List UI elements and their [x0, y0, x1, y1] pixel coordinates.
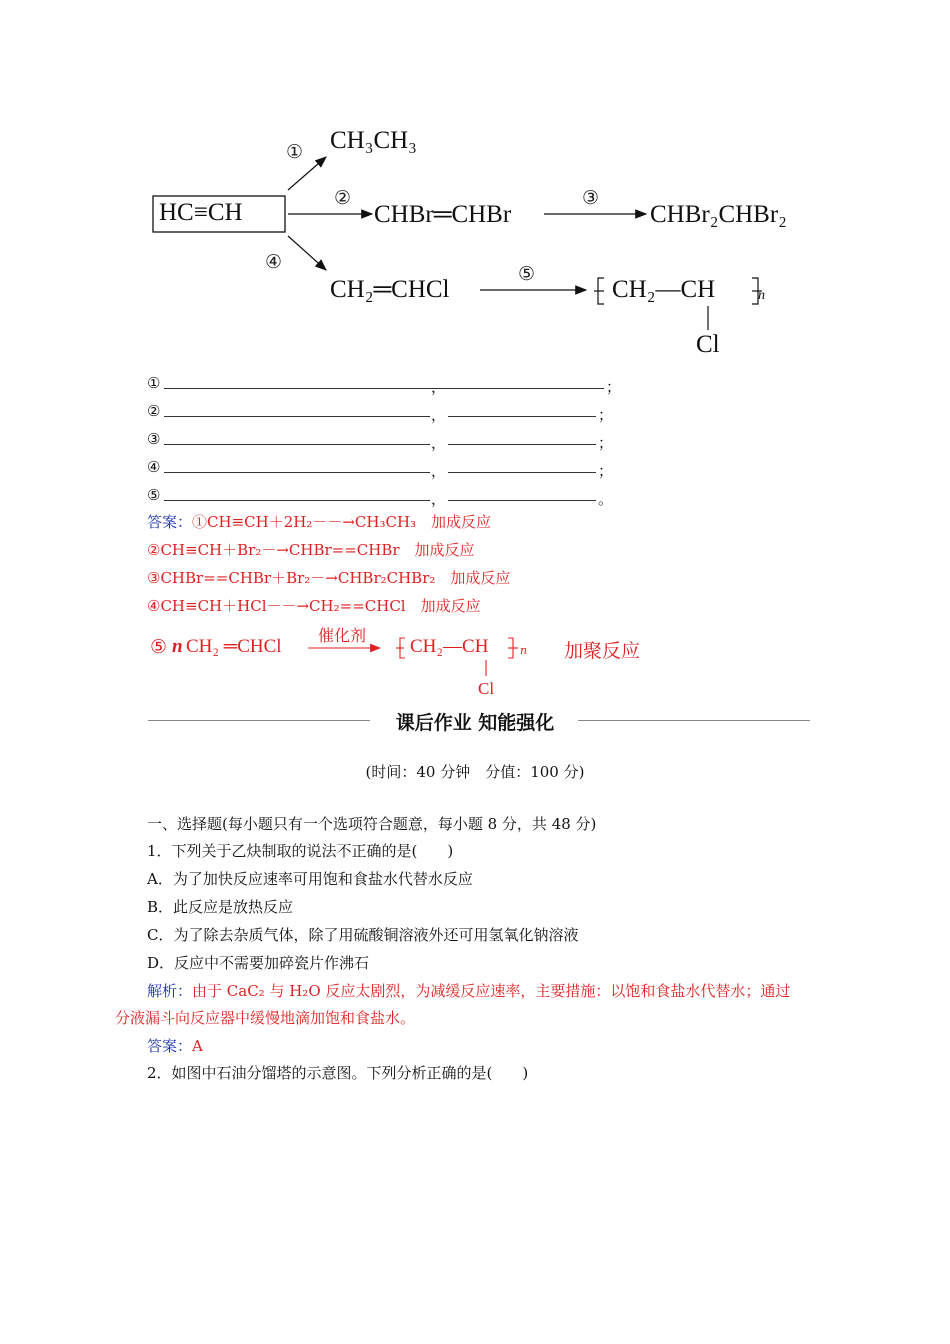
answer-5-catalyst: 催化剂	[318, 626, 367, 645]
answer-5-branch: Cl	[478, 679, 495, 698]
answer-5-num: ⑤	[150, 636, 168, 658]
q1-option-c: C．为了除去杂质气体，除了用硫酸铜溶液外还可用氢氧化钠溶液	[147, 926, 579, 944]
blank-field[interactable]	[448, 374, 604, 389]
product-5-branch: Cl	[696, 331, 720, 358]
blank-field[interactable]	[164, 430, 430, 445]
label-5: ⑤	[518, 263, 536, 285]
label-4: ④	[265, 251, 283, 273]
label-3: ③	[582, 187, 600, 209]
blank-field[interactable]	[164, 486, 430, 501]
q2-stem: 2．如图中石油分馏塔的示意图。下列分析正确的是( )	[147, 1064, 529, 1082]
q1-answer-label: 答案：	[147, 1037, 193, 1055]
arrow-4	[288, 236, 326, 270]
q1-answer	[147, 1036, 203, 1056]
label-1: ①	[286, 141, 304, 163]
blank-field[interactable]	[164, 402, 430, 417]
answer-5-reactant: CH₂ ═CHCl	[186, 636, 282, 657]
answer-5-product: CH₂—CH	[410, 636, 489, 657]
answer-5-n: n	[172, 636, 183, 657]
answer-line-4: ④CH≡CH＋HCl－－→CH₂==CHCl 加成反应	[147, 597, 481, 615]
part-heading: 一、选择题(每小题只有一个选项符合题意，每小题 8 分，共 48 分)	[147, 815, 597, 833]
blank-field[interactable]	[448, 402, 596, 417]
answer-line-1: 答案：①CH≡CH＋2H₂－－→CH₃CH₃ 加成反应	[147, 513, 492, 531]
divider-right	[578, 720, 810, 721]
blank-field[interactable]	[448, 458, 596, 473]
blank-field[interactable]	[448, 430, 596, 445]
section-title: 课后作业 知能强化	[395, 712, 555, 734]
scheme-arrows	[0, 0, 950, 370]
product-1: CH₃CH₃	[330, 127, 417, 154]
label-2: ②	[334, 187, 352, 209]
product-3: CHBr₂CHBr₂	[650, 201, 787, 228]
answer-label: 答案：	[147, 513, 193, 531]
answer-5-type: 加聚反应	[564, 640, 641, 662]
reactant-formula: HC≡CH	[159, 199, 243, 226]
analysis-label: 解析：	[147, 982, 193, 1000]
product-5-unit: CH₂—CH	[612, 276, 716, 303]
answer-line-2: ②CH≡CH＋Br₂－→CHBr==CHBr 加成反应	[147, 541, 475, 559]
q1-analysis: 解析：由于 CaC₂ 与 H₂O 反应太剧烈，为减缓反应速率，主要措施：以饱和食盐水代替水；通过	[147, 982, 791, 1000]
q1-option-d: D．反应中不需要加碎瓷片作沸石	[147, 954, 370, 972]
time-score: (时间：40 分钟 分值：100 分)	[365, 763, 585, 781]
q1-stem: 1．下列关于乙炔制取的说法不正确的是( )	[147, 842, 454, 860]
q1-analysis-cont: 分液漏斗向反应器中缓慢地滴加饱和食盐水。	[115, 1009, 416, 1027]
answer-5-subscript: n	[520, 644, 528, 657]
product-5-subscript: n	[758, 288, 765, 303]
q1-answer-value: A	[192, 1037, 203, 1055]
blank-field[interactable]	[448, 486, 596, 501]
q1-option-b: B．此反应是放热反应	[147, 898, 294, 916]
q1-option-a: A．为了加快反应速率可用饱和食盐水代替水反应	[147, 870, 473, 888]
product-2: CHBr═CHBr	[374, 201, 512, 228]
blank-field[interactable]	[164, 458, 430, 473]
product-4: CH₂═CHCl	[330, 276, 450, 303]
answer-line-3: ③CHBr==CHBr＋Br₂－→CHBr₂CHBr₂ 加成反应	[147, 569, 511, 587]
divider-left	[148, 720, 370, 721]
